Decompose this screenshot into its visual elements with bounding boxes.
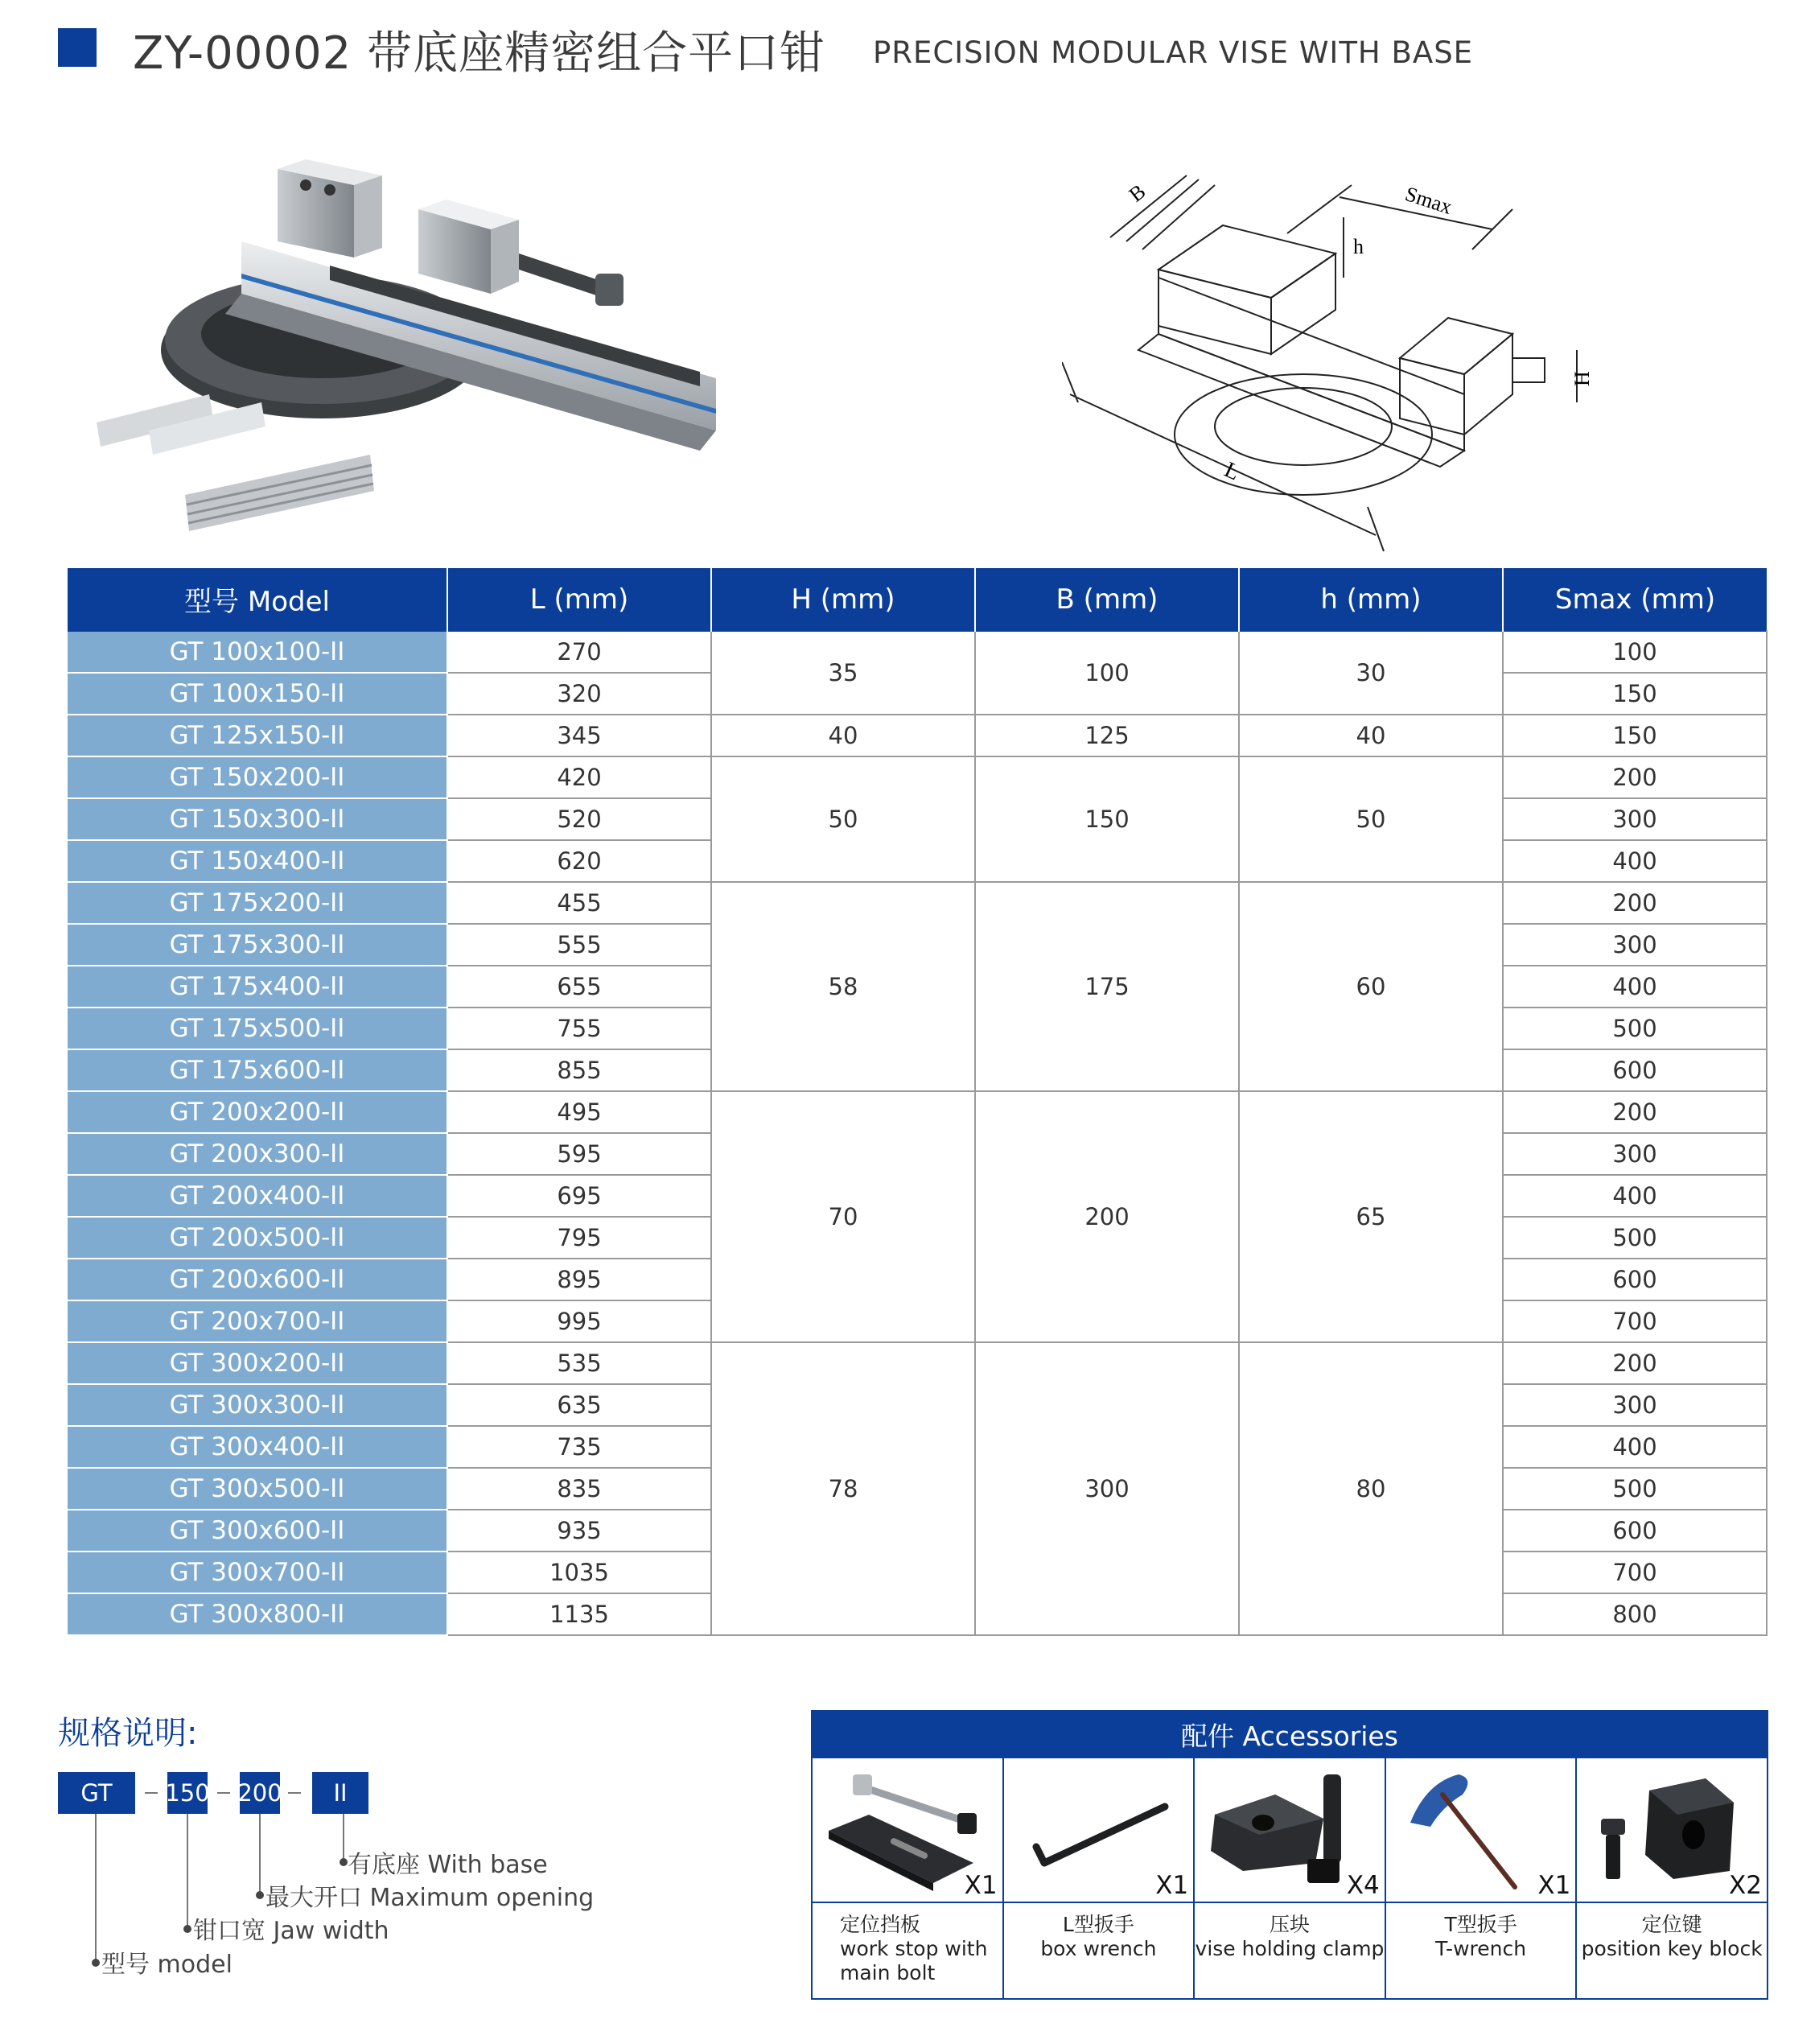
legend-dot xyxy=(92,1959,100,1967)
cell-smax: 800 xyxy=(1503,1593,1767,1635)
cell-smax: 150 xyxy=(1503,673,1767,715)
legend-line-jaw-width xyxy=(187,1814,188,1930)
cell-h-small: 65 xyxy=(1239,1091,1503,1342)
spec-table-body xyxy=(68,631,1767,1635)
code-box-base: II xyxy=(312,1772,368,1814)
table-row xyxy=(68,756,1767,798)
label-h-large: H xyxy=(1570,371,1594,386)
accessory-holding-clamp xyxy=(1193,1758,1385,1998)
code-dash xyxy=(145,1792,158,1794)
accessory-qty: X1 xyxy=(964,1871,998,1900)
cell-l: 595 xyxy=(447,1133,711,1175)
legend-jaw-width: 钳口宽 Jaw width xyxy=(193,1917,389,1945)
code-box-jaw-width: 150 xyxy=(167,1772,208,1814)
cell-l: 755 xyxy=(447,1008,711,1049)
cell-smax: 300 xyxy=(1503,798,1767,840)
cell-model: GT 150x200-II xyxy=(68,756,447,798)
cell-model: GT 200x700-II xyxy=(68,1300,447,1342)
cell-l: 520 xyxy=(447,798,711,840)
cell-h-small: 50 xyxy=(1239,756,1503,882)
cell-model: GT 200x200-II xyxy=(68,1091,447,1133)
cell-model: GT 100x150-II xyxy=(68,673,447,715)
legend-model: 型号 model xyxy=(101,1951,233,1979)
cell-b: 175 xyxy=(975,882,1239,1091)
page-title: ZY-00002 带底座精密组合平口钳 xyxy=(133,27,826,80)
cell-l: 655 xyxy=(447,966,711,1008)
accessory-work-stop xyxy=(813,1758,1002,1998)
table-row xyxy=(68,882,1767,924)
spec-table xyxy=(68,568,1768,1636)
accessory-qty: X4 xyxy=(1346,1871,1380,1900)
cell-l: 935 xyxy=(447,1510,711,1552)
cell-l: 995 xyxy=(447,1300,711,1342)
accessory-name-en: T-wrench xyxy=(1435,1937,1527,1960)
cell-model: GT 300x500-II xyxy=(68,1468,447,1510)
header-l: L (mm) xyxy=(447,568,711,631)
cell-smax: 500 xyxy=(1503,1217,1767,1259)
cell-l: 495 xyxy=(447,1091,711,1133)
cell-model: GT 200x600-II xyxy=(68,1259,447,1300)
cell-model: GT 150x300-II xyxy=(68,798,447,840)
code-box-max-opening: 200 xyxy=(240,1772,280,1814)
cell-smax: 400 xyxy=(1503,966,1767,1008)
accessory-name-en: work stop with xyxy=(840,1937,988,1960)
cell-l: 270 xyxy=(447,631,711,673)
accessory-name-cn: 定位键 xyxy=(1641,1913,1702,1936)
accessory-qty: X2 xyxy=(1729,1871,1762,1900)
label-h-small: h xyxy=(1353,235,1364,258)
page-title-english: PRECISION MODULAR VISE WITH BASE xyxy=(873,35,1474,70)
cell-l: 855 xyxy=(447,1049,711,1091)
cell-h-small: 80 xyxy=(1239,1342,1503,1635)
cell-model: GT 300x300-II xyxy=(68,1384,447,1426)
cell-l: 895 xyxy=(447,1259,711,1300)
cell-smax: 200 xyxy=(1503,756,1767,798)
cell-l: 455 xyxy=(447,882,711,924)
spec-explain-title: 规格说明: xyxy=(58,1715,198,1752)
accessories-grid xyxy=(811,1758,1768,2000)
cell-model: GT 175x600-II xyxy=(68,1049,447,1091)
cell-smax: 400 xyxy=(1503,1426,1767,1468)
header-b: B (mm) xyxy=(975,568,1239,631)
header-model: 型号 Model xyxy=(68,568,447,631)
cell-model: GT 200x500-II xyxy=(68,1217,447,1259)
legend-max-opening: 最大开口 Maximum opening xyxy=(265,1884,595,1912)
cell-smax: 200 xyxy=(1503,1342,1767,1384)
accessory-qty: X1 xyxy=(1537,1871,1571,1900)
cell-h-small: 40 xyxy=(1239,715,1503,756)
cell-smax: 300 xyxy=(1503,1384,1767,1426)
cell-h-large: 50 xyxy=(711,756,975,882)
label-l: L xyxy=(1220,457,1244,486)
cell-l: 795 xyxy=(447,1217,711,1259)
header-h-large: H (mm) xyxy=(711,568,975,631)
cell-h-large: 70 xyxy=(711,1091,975,1342)
cell-model: GT 175x400-II xyxy=(68,966,447,1008)
cell-model: GT 300x600-II xyxy=(68,1510,447,1552)
cell-smax: 600 xyxy=(1503,1510,1767,1552)
cell-smax: 400 xyxy=(1503,1175,1767,1217)
cell-l: 345 xyxy=(447,715,711,756)
cell-model: GT 175x500-II xyxy=(68,1008,447,1049)
cell-smax: 500 xyxy=(1503,1008,1767,1049)
cell-smax: 300 xyxy=(1503,1133,1767,1175)
cell-model: GT 175x200-II xyxy=(68,882,447,924)
legend-base: 有底座 With base xyxy=(348,1851,548,1879)
accessory-t-wrench xyxy=(1385,1758,1576,1998)
table-row xyxy=(68,715,1767,756)
cell-b: 125 xyxy=(975,715,1239,756)
code-box-model: GT xyxy=(58,1772,135,1814)
cell-l: 320 xyxy=(447,673,711,715)
legend-line-base xyxy=(343,1814,344,1862)
cell-smax: 150 xyxy=(1503,715,1767,756)
header-smax: Smax (mm) xyxy=(1503,568,1767,631)
title-square-icon xyxy=(58,28,97,67)
cell-l: 620 xyxy=(447,840,711,882)
cell-h-large: 35 xyxy=(711,631,975,715)
table-row xyxy=(68,631,1767,673)
cell-model: GT 200x400-II xyxy=(68,1175,447,1217)
cell-l: 835 xyxy=(447,1468,711,1510)
header-h-small: h (mm) xyxy=(1239,568,1503,631)
accessory-box-wrench xyxy=(1002,1758,1194,1998)
cell-model: GT 300x400-II xyxy=(68,1426,447,1468)
accessory-name-en: vise holding clamp xyxy=(1195,1937,1385,1960)
cell-h-small: 30 xyxy=(1239,631,1503,715)
accessory-position-key xyxy=(1575,1758,1767,1998)
cell-smax: 400 xyxy=(1503,840,1767,882)
cell-l: 1135 xyxy=(447,1593,711,1635)
cell-b: 150 xyxy=(975,756,1239,882)
label-b: B xyxy=(1124,179,1150,207)
cell-l: 635 xyxy=(447,1384,711,1426)
cell-b: 300 xyxy=(975,1342,1239,1635)
cell-b: 200 xyxy=(975,1091,1239,1342)
cell-smax: 500 xyxy=(1503,1468,1767,1510)
cell-model: GT 175x300-II xyxy=(68,924,447,966)
cell-h-small: 60 xyxy=(1239,882,1503,1091)
accessory-name-cn: 压块 xyxy=(1269,1913,1310,1936)
label-smax: Smax xyxy=(1402,182,1455,220)
accessory-qty: X1 xyxy=(1155,1871,1189,1900)
cell-l: 695 xyxy=(447,1175,711,1217)
cell-model: GT 300x800-II xyxy=(68,1593,447,1635)
cell-l: 555 xyxy=(447,924,711,966)
accessory-name-en: box wrench xyxy=(1040,1937,1157,1960)
cell-smax: 600 xyxy=(1503,1259,1767,1300)
vise-product-photo xyxy=(88,153,732,539)
accessory-name-cn: T型扳手 xyxy=(1444,1913,1517,1936)
code-dash xyxy=(288,1792,301,1794)
cell-h-large: 78 xyxy=(711,1342,975,1635)
cell-model: GT 150x400-II xyxy=(68,840,447,882)
accessories-header: 配件 Accessories xyxy=(811,1710,1768,1758)
cell-l: 735 xyxy=(447,1426,711,1468)
cell-h-large: 58 xyxy=(711,882,975,1091)
accessory-name-en: position key block xyxy=(1581,1937,1763,1960)
accessory-name-cn: 定位挡板 xyxy=(840,1913,921,1936)
legend-line-model xyxy=(95,1814,97,1964)
legend-dot xyxy=(340,1858,348,1866)
vise-dimension-drawing xyxy=(1062,153,1625,555)
legend-dot xyxy=(256,1891,264,1899)
cell-model: GT 300x700-II xyxy=(68,1552,447,1593)
accessory-name-cn: L型扳手 xyxy=(1062,1913,1134,1936)
cell-smax: 300 xyxy=(1503,924,1767,966)
cell-model: GT 300x200-II xyxy=(68,1342,447,1384)
table-row xyxy=(68,1342,1767,1384)
cell-l: 420 xyxy=(447,756,711,798)
cell-h-large: 40 xyxy=(711,715,975,756)
cell-smax: 700 xyxy=(1503,1300,1767,1342)
cell-smax: 200 xyxy=(1503,882,1767,924)
cell-l: 1035 xyxy=(447,1552,711,1593)
accessory-name-en-line2: main bolt xyxy=(840,1961,936,1984)
cell-smax: 200 xyxy=(1503,1091,1767,1133)
cell-smax: 100 xyxy=(1503,631,1767,673)
cell-model: GT 125x150-II xyxy=(68,715,447,756)
cell-l: 535 xyxy=(447,1342,711,1384)
cell-model: GT 100x100-II xyxy=(68,631,447,673)
legend-line-max-opening xyxy=(259,1814,261,1896)
cell-b: 100 xyxy=(975,631,1239,715)
table-row xyxy=(68,1091,1767,1133)
cell-model: GT 200x300-II xyxy=(68,1133,447,1175)
cell-smax: 700 xyxy=(1503,1552,1767,1593)
code-dash xyxy=(217,1792,230,1794)
legend-dot xyxy=(183,1925,191,1933)
table-header-row xyxy=(68,568,1767,631)
cell-smax: 600 xyxy=(1503,1049,1767,1091)
